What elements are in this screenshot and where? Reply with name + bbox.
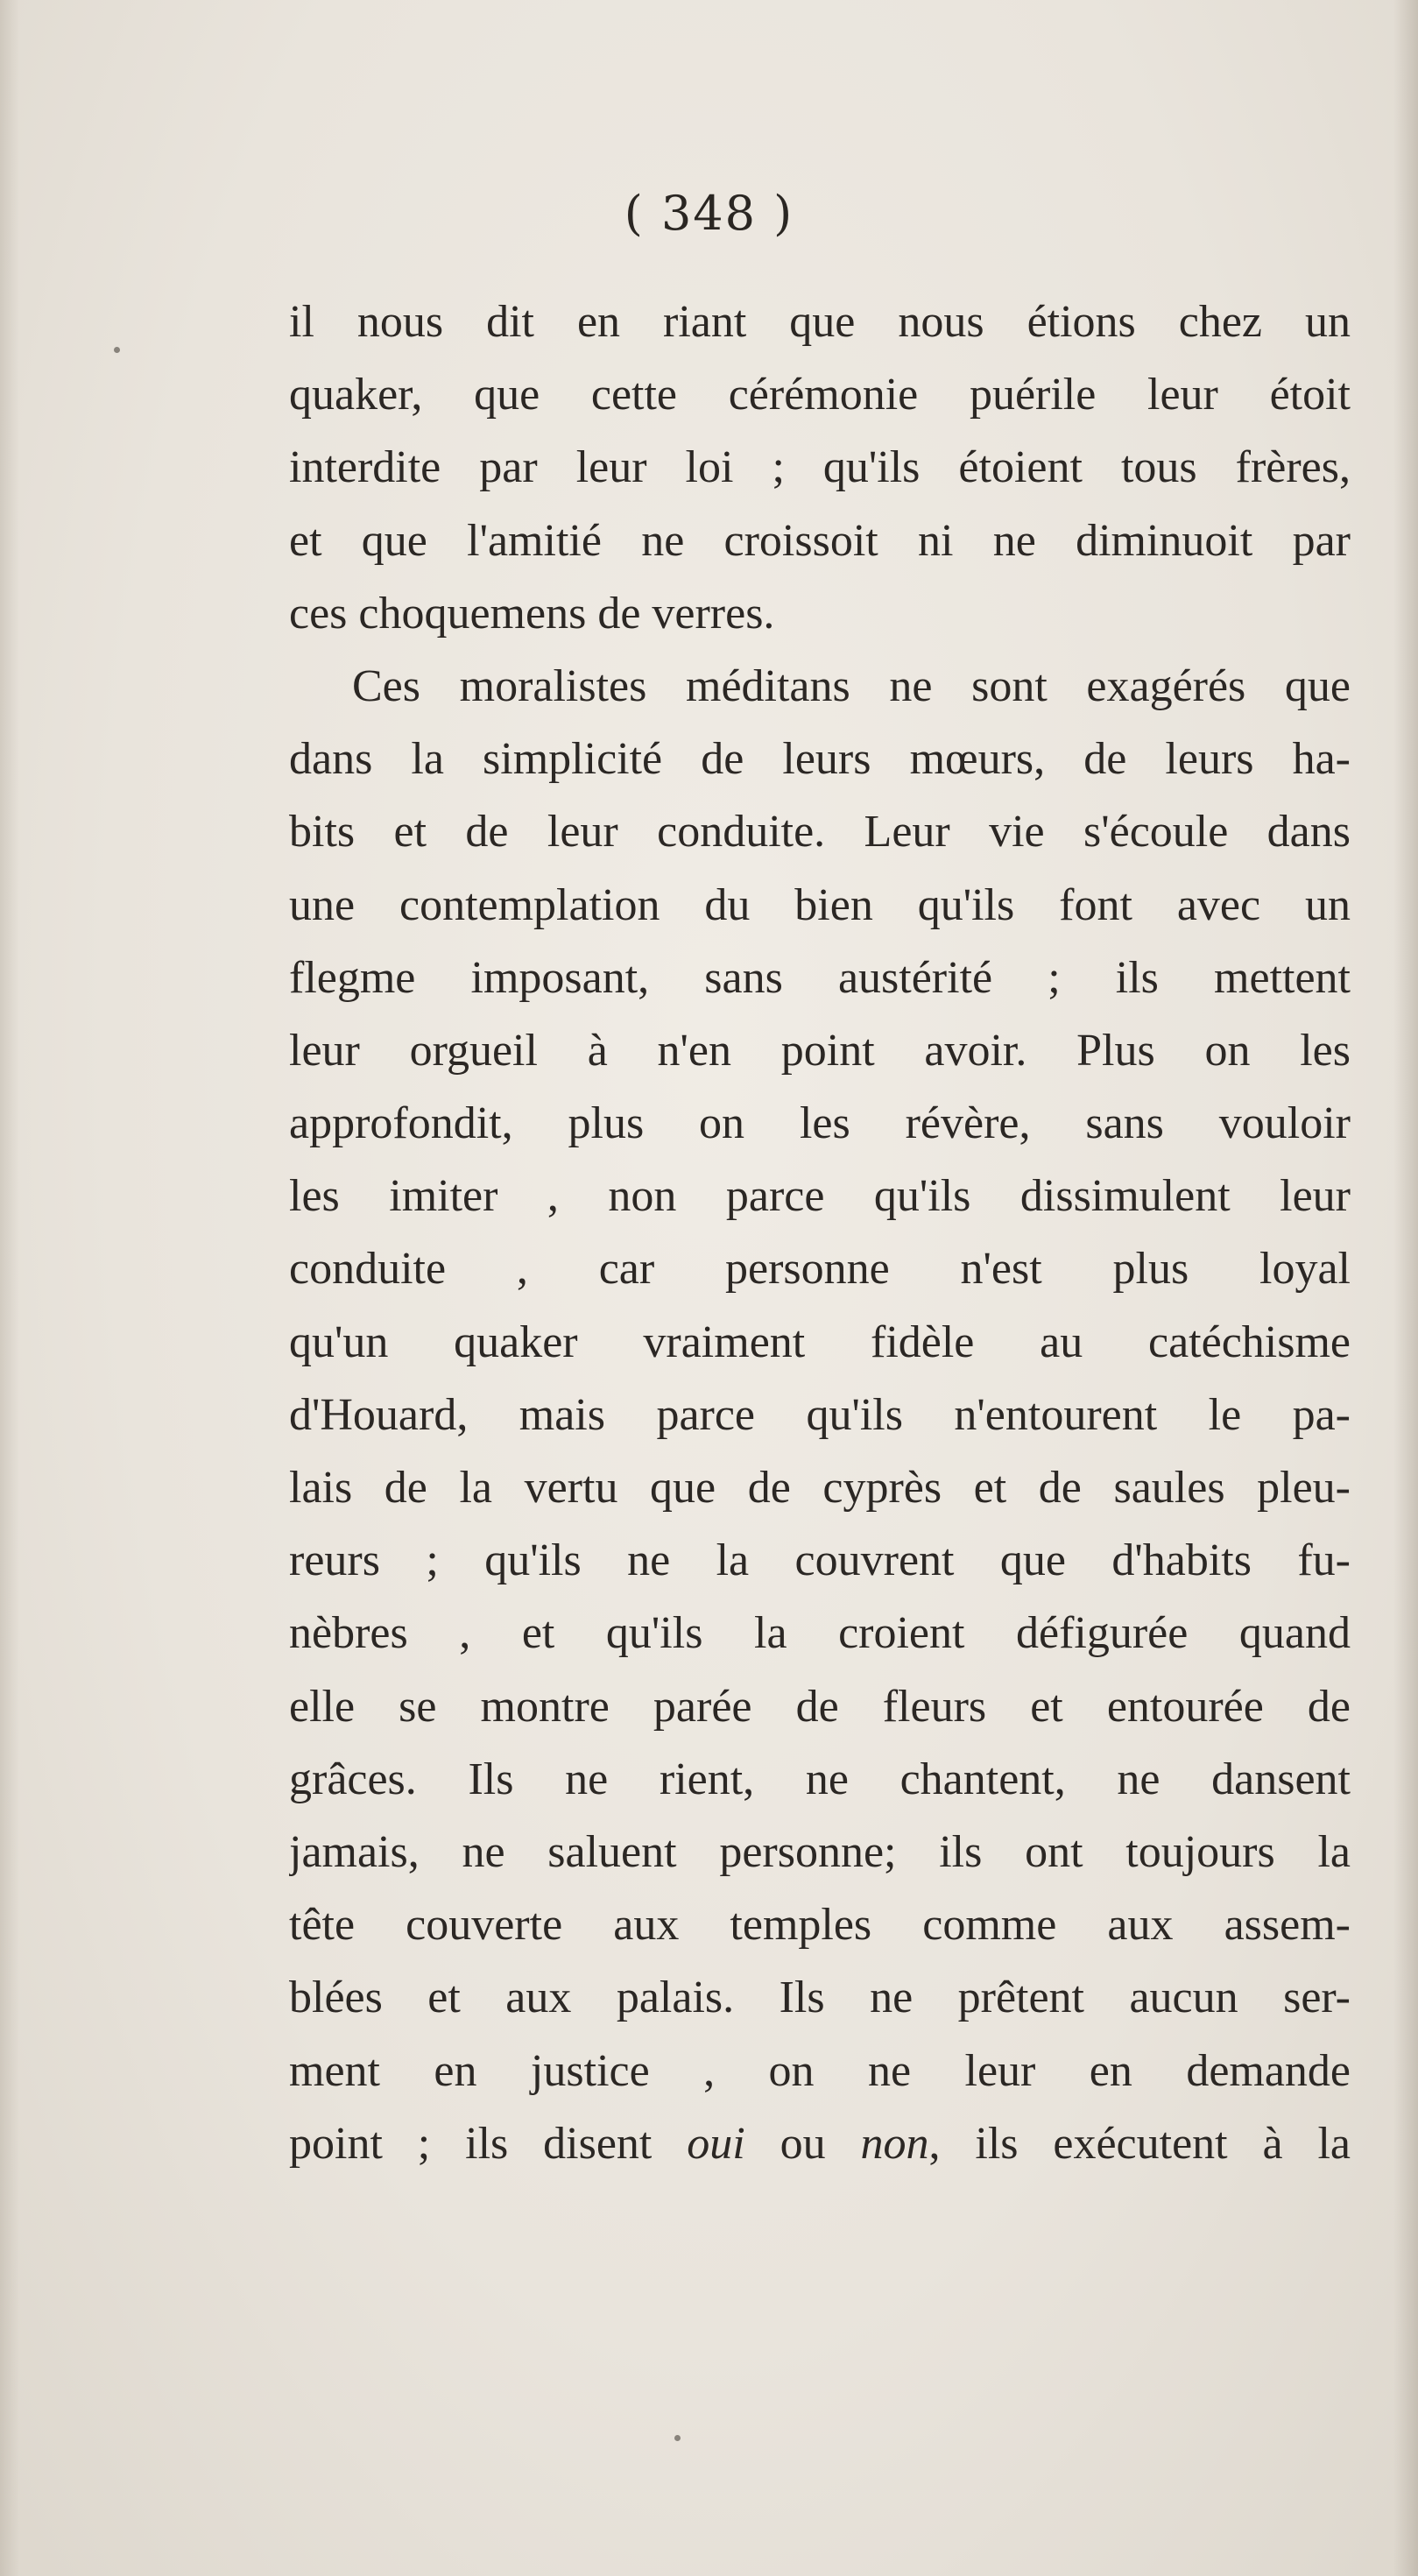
- text-segment: ou: [744, 2118, 861, 2169]
- text-segment: , ils exécutent à la: [928, 2118, 1351, 2169]
- text-line: d'Houard, mais parce qu'ils n'entourent le pa-: [289, 1389, 1351, 1440]
- text-line: bits et de leur conduite. Leur vie s'écoule dans: [289, 807, 1351, 857]
- italic-word-oui: oui: [687, 2118, 745, 2169]
- text-line: il nous dit en riant que nous étions chez un: [289, 297, 1351, 347]
- text-line: dans la simplicité de leurs mœurs, de leurs ha-: [289, 734, 1351, 785]
- text-line: et que l'amitié ne croissoit ni ne diminuoit par: [289, 515, 1351, 566]
- text-line: qu'un quaker vraiment fidèle au catéchisme: [289, 1316, 1351, 1367]
- page-edge-right: [1393, 0, 1418, 2576]
- text-line: reurs ; qu'ils ne la couvrent que d'habits fu-: [289, 1535, 1351, 1586]
- text-line: les imiter , non parce qu'ils dissimulent leur: [289, 1171, 1351, 1222]
- paper-speck: [674, 2435, 681, 2441]
- text-line: nèbres , et qu'ils la croient défigurée quand: [289, 1608, 1351, 1659]
- paper-speck: [114, 347, 120, 353]
- text-line: interdite par leur loi ; qu'ils étoient tous frères,: [289, 442, 1351, 493]
- text-line: grâces. Ils ne rient, ne chantent, ne dansent: [289, 1754, 1351, 1804]
- italic-word-non: non: [860, 2118, 929, 2169]
- page-number: ( 348 ): [624, 186, 794, 241]
- text-line: ment en justice , on ne leur en demande: [289, 2045, 1351, 2096]
- text-line: jamais, ne saluent personne; ils ont toujours la: [289, 1826, 1351, 1877]
- body-text: [289, 286, 1351, 2180]
- paragraph-end-line: ces choquemens de verres.: [289, 588, 775, 639]
- text-line: une contemplation du bien qu'ils font avec un: [289, 879, 1351, 930]
- text-line: elle se montre parée de fleurs et entourée de: [289, 1681, 1351, 1732]
- text-line: tête couverte aux temples comme aux assem-: [289, 1900, 1351, 1951]
- text-line: flegme imposant, sans austérité ; ils mettent: [289, 952, 1351, 1003]
- text-line: lais de la vertu que de cyprès et de saules pleu-: [289, 1463, 1351, 1513]
- page-edge-left: [0, 0, 19, 2576]
- text-segment: point ; ils disent: [289, 2118, 688, 2169]
- paragraph-start-line: Ces moralistes méditans ne sont exagérés que: [352, 660, 1351, 711]
- text-line: blées et aux palais. Ils ne prêtent aucun ser-: [289, 1973, 1351, 2023]
- text-line-with-italics: [289, 2107, 1351, 2180]
- text-line: conduite , car personne n'est plus loyal: [289, 1244, 1351, 1295]
- text-line: quaker, que cette cérémonie puérile leur étoit: [289, 370, 1351, 420]
- text-line: leur orgueil à n'en point avoir. Plus on les: [289, 1025, 1351, 1076]
- text-line: approfondit, plus on les révère, sans vouloir: [289, 1098, 1351, 1149]
